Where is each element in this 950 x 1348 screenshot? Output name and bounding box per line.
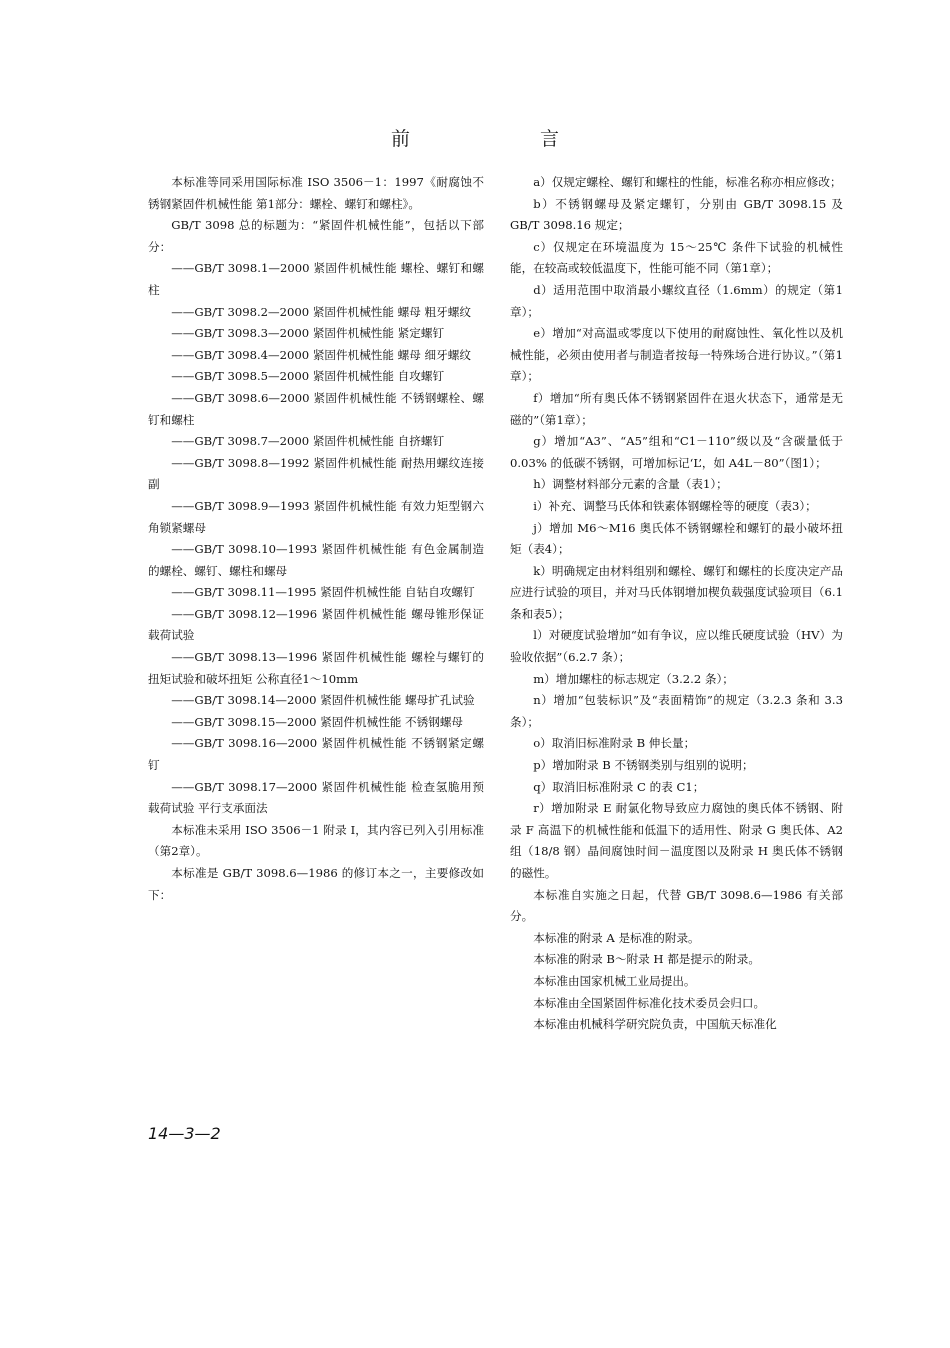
standard-list-item: ——GB/T 3098.15—2000 紧固件机械性能 不锈钢螺母 [171, 714, 464, 729]
standard-list-item: ——GB/T 3098.1—2000 紧固件机械性能 螺栓、螺钉和螺柱 [148, 261, 484, 297]
modification-item: b）不锈钢螺母及紧定螺钉，分别由 GB/T 3098.15 及 GB/T 3098.16 规定； [510, 196, 843, 233]
modification-item: f）增加“所有奥氏体不锈钢紧固件在退火状态下，通常是无磁的”（第1章）； [510, 390, 843, 427]
modification-item: j）增加 M6～M16 奥氏体不锈钢螺栓和螺钉的最小破坏扭矩（表4）； [510, 520, 843, 557]
modification-item: g）增加“A3”、“A5”组和“C1－110”级以及“含碳量低于 0.03% 的低碳不锈钢，可增加标记‘L’，如 A4L－80”（图1）； [510, 434, 843, 470]
standard-list-item: ——GB/T 3098.13—1996 紧固件机械性能 螺栓与螺钉的扭矩试验和破坏扭矩 公称直径1～10mm [148, 650, 484, 686]
modification-item: n）增加“包装标识”及“表面精饰”的规定（3.2.3 条和 3.3 条）； [510, 693, 843, 729]
modification-item: c）仅规定在环境温度为 15～25℃ 条件下试验的机械性能，在较高或较低温度下，性能可能不同（第1章）； [510, 239, 843, 276]
paragraph: 本标准等同采用国际标准 ISO 3506－1：1997《耐腐蚀不锈钢紧固件机械性能 第1部分：螺栓、螺钉和螺柱》。 [148, 175, 484, 211]
standard-list-item: ——GB/T 3098.14—2000 紧固件机械性能 螺母扩孔试验 [171, 693, 475, 708]
standard-list-item: ——GB/T 3098.11—1995 紧固件机械性能 自钻自攻螺钉 [171, 585, 475, 600]
paragraph: 本标准由机械科学研究院负责，中国航天标准化 [533, 1017, 777, 1032]
paragraph: 本标准由国家机械工业局提出。 [533, 973, 696, 988]
right-column [510, 172, 843, 1036]
standard-list-item: ——GB/T 3098.5—2000 紧固件机械性能 自攻螺钉 [171, 369, 445, 384]
standard-list-item: ——GB/T 3098.6—2000 紧固件机械性能 不锈钢螺栓、螺钉和螺柱 [148, 390, 484, 427]
modification-item: h）调整材料部分元素的含量（表1）； [533, 477, 728, 492]
paragraph: 本标准自实施之日起，代替 GB/T 3098.6—1986 有关部分。 [510, 887, 843, 924]
modification-item: r）增加附录 E 耐氯化物导致应力腐蚀的奥氏体不锈钢、附录 F 高温下的机械性能和低温下的适用性、附录 G 奥氏体、A2 组（18/8 钢）晶间腐蚀时间－温度图以及附录 H 奥氏体不锈钢的磁性。 [510, 801, 843, 880]
standard-list-item: ——GB/T 3098.4—2000 紧固件机械性能 螺母 细牙螺纹 [171, 347, 471, 362]
modification-item: o）取消旧标准附录 B 伸长量； [533, 736, 696, 751]
standard-list-item: ——GB/T 3098.3—2000 紧固件机械性能 紧定螺钉 [171, 326, 445, 341]
paragraph: 本标准的附录 B～附录 H 都是提示的附录。 [533, 952, 760, 967]
modification-item: p）增加附录 B 不锈钢类别与组别的说明； [533, 758, 754, 773]
standard-list-item: ——GB/T 3098.7—2000 紧固件机械性能 自挤螺钉 [171, 434, 445, 449]
modification-item: k）明确规定由材料组别和螺栓、螺钉和螺柱的长度决定产品应进行试验的项目，并对马氏体钢增加楔负载强度试验项目（6.1 条和表5）； [510, 563, 843, 621]
paragraph: 本标准的附录 A 是标准的附录。 [533, 930, 700, 945]
left-column [148, 172, 484, 906]
standard-list-item: ——GB/T 3098.12—1996 紧固件机械性能 螺母锥形保证载荷试验 [148, 606, 484, 643]
modification-item: q）取消旧标准附录 C 的表 C1； [533, 779, 705, 794]
paragraph: 本标准是 GB/T 3098.6—1986 的修订本之一，主要修改如下： [148, 866, 484, 902]
paragraph: 本标准未采用 ISO 3506－1 附录 I，其内容已列入引用标准（第2章）。 [148, 822, 484, 859]
paragraph: GB/T 3098 总的标题为：“紧固件机械性能”，包括以下部分： [148, 218, 484, 254]
modification-item: m）增加螺柱的标志规定（3.2.2 条）； [533, 671, 734, 686]
modification-item: d）适用范围中取消最小螺纹直径（1.6mm）的规定（第1章）； [510, 282, 843, 319]
standard-list-item: ——GB/T 3098.8—1992 紧固件机械性能 耐热用螺纹连接副 [148, 455, 484, 492]
standard-list-item: ——GB/T 3098.10—1993 紧固件机械性能 有色金属制造的螺栓、螺钉、螺柱和螺母 [148, 542, 484, 578]
modification-item: a）仅规定螺栓、螺钉和螺柱的性能，标准名称亦相应修改； [533, 175, 842, 189]
standard-list-item: ——GB/T 3098.17—2000 紧固件机械性能 检查氢脆用预载荷试验 平行支承面法 [148, 779, 484, 816]
standard-list-item: ——GB/T 3098.16—2000 紧固件机械性能 不锈钢紧定螺钉 [148, 736, 484, 773]
page-number: 14—3—2 [148, 1124, 221, 1143]
page-title: 前 言 [390, 128, 622, 150]
paragraph: 本标准由全国紧固件标准化技术委员会归口。 [533, 995, 766, 1010]
modification-item: i）补充、调整马氏体和铁素体钢螺栓等的硬度（表3）； [533, 498, 817, 513]
standard-list-item: ——GB/T 3098.9—1993 紧固件机械性能 有效力矩型钢六角锁紧螺母 [148, 498, 484, 535]
modification-item: e）增加“对高温或零度以下使用的耐腐蚀性、氧化性以及机械性能，必须由使用者与制造者按每一特殊场合进行协议。”（第1章）； [510, 326, 843, 384]
standard-list-item: ——GB/T 3098.2—2000 紧固件机械性能 螺母 粗牙螺纹 [171, 304, 471, 319]
modification-item: l）对硬度试验增加“如有争议，应以维氏硬度试验（HV）为验收依据”（6.2.7 条）； [510, 628, 843, 665]
